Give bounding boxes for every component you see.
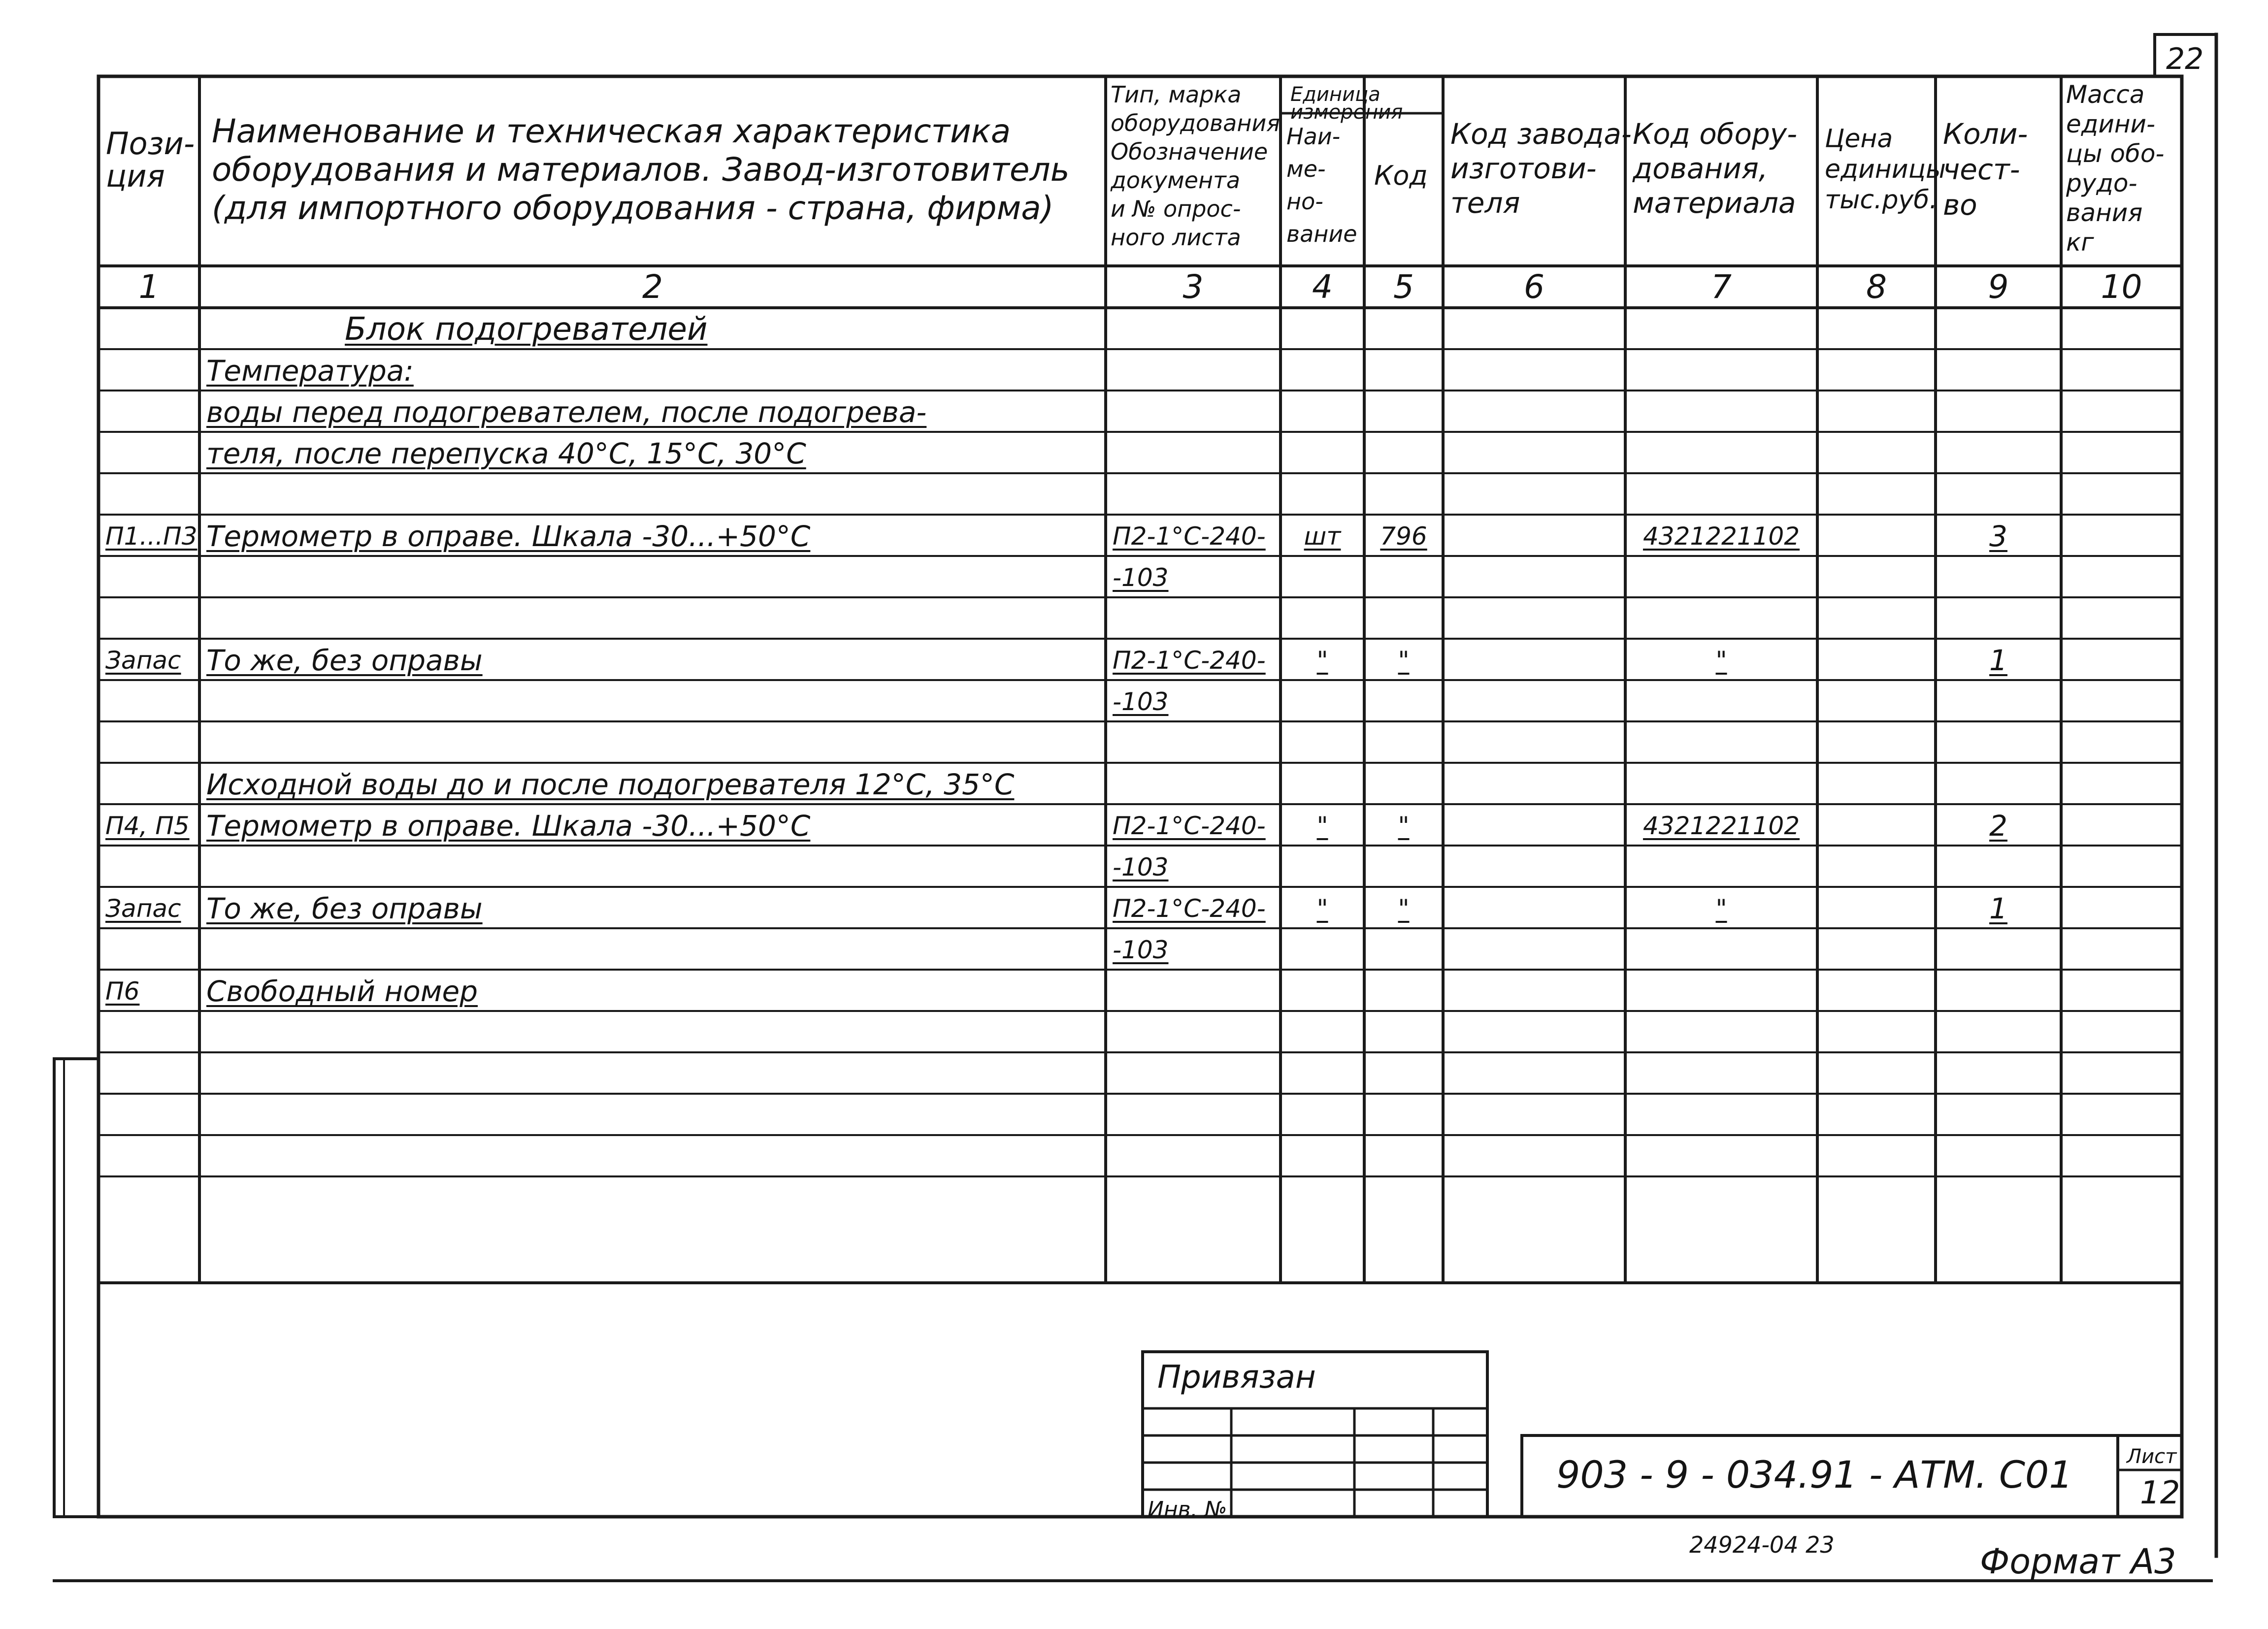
unit-code-cell: 796	[1380, 522, 1427, 551]
column-number: 4	[1312, 268, 1333, 306]
position-cell: П1...П3	[105, 522, 197, 551]
header-price-line: единицы	[1825, 155, 1946, 184]
position-cell: Запас	[105, 894, 181, 923]
unit-name-cell: "	[1316, 646, 1328, 675]
unit-name-cell: "	[1316, 812, 1328, 840]
quantity-cell: 3	[1989, 520, 2007, 553]
header-name-line: оборудования и материалов. Завод-изготовитель	[212, 151, 1070, 189]
header-price-line: тыс.руб.	[1825, 185, 1938, 215]
name-cell: То же, без оправы	[206, 892, 483, 925]
column-number: 2	[642, 268, 663, 306]
column-number: 8	[1866, 268, 1887, 306]
header-mass-line: вания	[2066, 198, 2143, 227]
header-unit-name-line: ме-	[1286, 156, 1326, 182]
name-cell: Температура:	[206, 354, 414, 388]
column-number: 7	[1711, 268, 1732, 306]
header-mass-line: цы обо-	[2066, 139, 2165, 168]
type-mark-cell: -103	[1113, 563, 1169, 592]
unit-code-cell: "	[1398, 894, 1410, 923]
column-number: 3	[1183, 268, 1204, 306]
type-mark-cell: -103	[1113, 936, 1169, 964]
header-equipment-code-line: Код обору-	[1633, 117, 1798, 151]
archive-number: 24924-04 23	[1689, 1531, 1835, 1558]
equipment-code-cell: 4321221102	[1643, 812, 1800, 840]
column-number: 1	[138, 268, 160, 306]
column-number: 9	[1988, 268, 2009, 306]
name-cell: Термометр в оправе. Шкала -30...+50°С	[206, 809, 811, 843]
column-number: 6	[1524, 268, 1545, 306]
quantity-cell: 1	[1989, 892, 2007, 925]
header-factory-code-line: Код завода-	[1450, 117, 1632, 151]
unit-code-cell: "	[1398, 646, 1410, 675]
name-cell: воды перед подогревателем, после подогрева-	[206, 395, 927, 429]
header-price-line: Цена	[1825, 124, 1893, 154]
header-factory-code-line: теля	[1450, 186, 1520, 220]
column-number: 10	[2101, 268, 2142, 306]
header-mass-line: Масса	[2066, 80, 2145, 109]
header-mass-line: кг	[2066, 228, 2094, 257]
name-cell: То же, без оправы	[206, 644, 483, 677]
inventory-number-label: Инв. №	[1148, 1497, 1227, 1522]
header-quantity-line: Коли-	[1943, 117, 2028, 151]
type-mark-cell: -103	[1113, 853, 1169, 881]
unit-code-cell: "	[1398, 812, 1410, 840]
header-name-line: Наименование и техническая характеристика	[212, 112, 1011, 150]
page-number: 22	[2166, 42, 2204, 76]
header-unit-group-line: измерения	[1290, 101, 1403, 124]
header-quantity-line: во	[1943, 188, 1977, 222]
header-unit-group-line: Единица	[1290, 83, 1381, 106]
header-type-mark-line: оборудования	[1111, 110, 1280, 136]
name-cell: теля, после перепуска 40°С, 15°С, 30°С	[206, 437, 806, 470]
header-equipment-code-line: дования,	[1633, 152, 1768, 185]
header-unit-name-line: но-	[1286, 188, 1323, 215]
quantity-cell: 2	[1989, 809, 2007, 843]
header-type-mark-line: и № опрос-	[1111, 195, 1241, 222]
header-unit-name-line: вание	[1286, 221, 1357, 247]
sheet-format: Формат А3	[1980, 1541, 2176, 1582]
header-position-line: Пози-	[106, 126, 195, 162]
header-position-line: ция	[106, 158, 165, 194]
equipment-code-cell: "	[1715, 646, 1727, 675]
name-cell: Блок подогревателей	[345, 311, 708, 348]
position-cell: Запас	[105, 646, 181, 675]
type-mark-cell: -103	[1113, 687, 1169, 716]
header-mass-line: рудо-	[2066, 169, 2137, 197]
header-equipment-code-line: материала	[1633, 186, 1796, 220]
document-code: 903 - 9 - 034.91 - АТМ. С01	[1556, 1453, 2073, 1497]
column-number: 5	[1393, 268, 1414, 306]
header-mass-line: едини-	[2066, 110, 2156, 138]
header-name-line: (для импортного оборудования - страна, фирма)	[212, 189, 1054, 227]
attached-label: Привязан	[1157, 1359, 1316, 1396]
type-mark-cell: П2-1°С-240-	[1113, 522, 1266, 551]
name-cell: Исходной воды до и после подогревателя 12°С, 35°С	[206, 768, 1015, 801]
header-type-mark-line: Тип, марка	[1111, 81, 1242, 108]
header-unit-code-line: Код	[1374, 160, 1428, 191]
header-factory-code-line: изготови-	[1450, 152, 1597, 185]
position-cell: П4, П5	[105, 812, 190, 840]
name-cell: Свободный номер	[206, 975, 478, 1008]
header-quantity-line: чест-	[1943, 153, 2020, 186]
equipment-code-cell: "	[1715, 894, 1727, 923]
header-unit-name-line: Наи-	[1286, 123, 1341, 150]
quantity-cell: 1	[1989, 644, 2007, 677]
position-cell: П6	[105, 977, 140, 1006]
name-cell: Термометр в оправе. Шкала -30...+50°С	[206, 520, 811, 553]
header-type-mark-line: ного листа	[1111, 224, 1241, 251]
type-mark-cell: П2-1°С-240-	[1113, 812, 1266, 840]
unit-name-cell: "	[1316, 894, 1328, 923]
equipment-code-cell: 4321221102	[1643, 522, 1800, 551]
type-mark-cell: П2-1°С-240-	[1113, 894, 1266, 923]
header-type-mark-line: Обозначение	[1111, 138, 1268, 165]
unit-name-cell: шт	[1304, 522, 1341, 551]
header-type-mark-line: документа	[1111, 167, 1241, 194]
type-mark-cell: П2-1°С-240-	[1113, 646, 1266, 675]
sheet-number: 12	[2140, 1475, 2180, 1511]
sheet-label: Лист	[2127, 1445, 2177, 1468]
